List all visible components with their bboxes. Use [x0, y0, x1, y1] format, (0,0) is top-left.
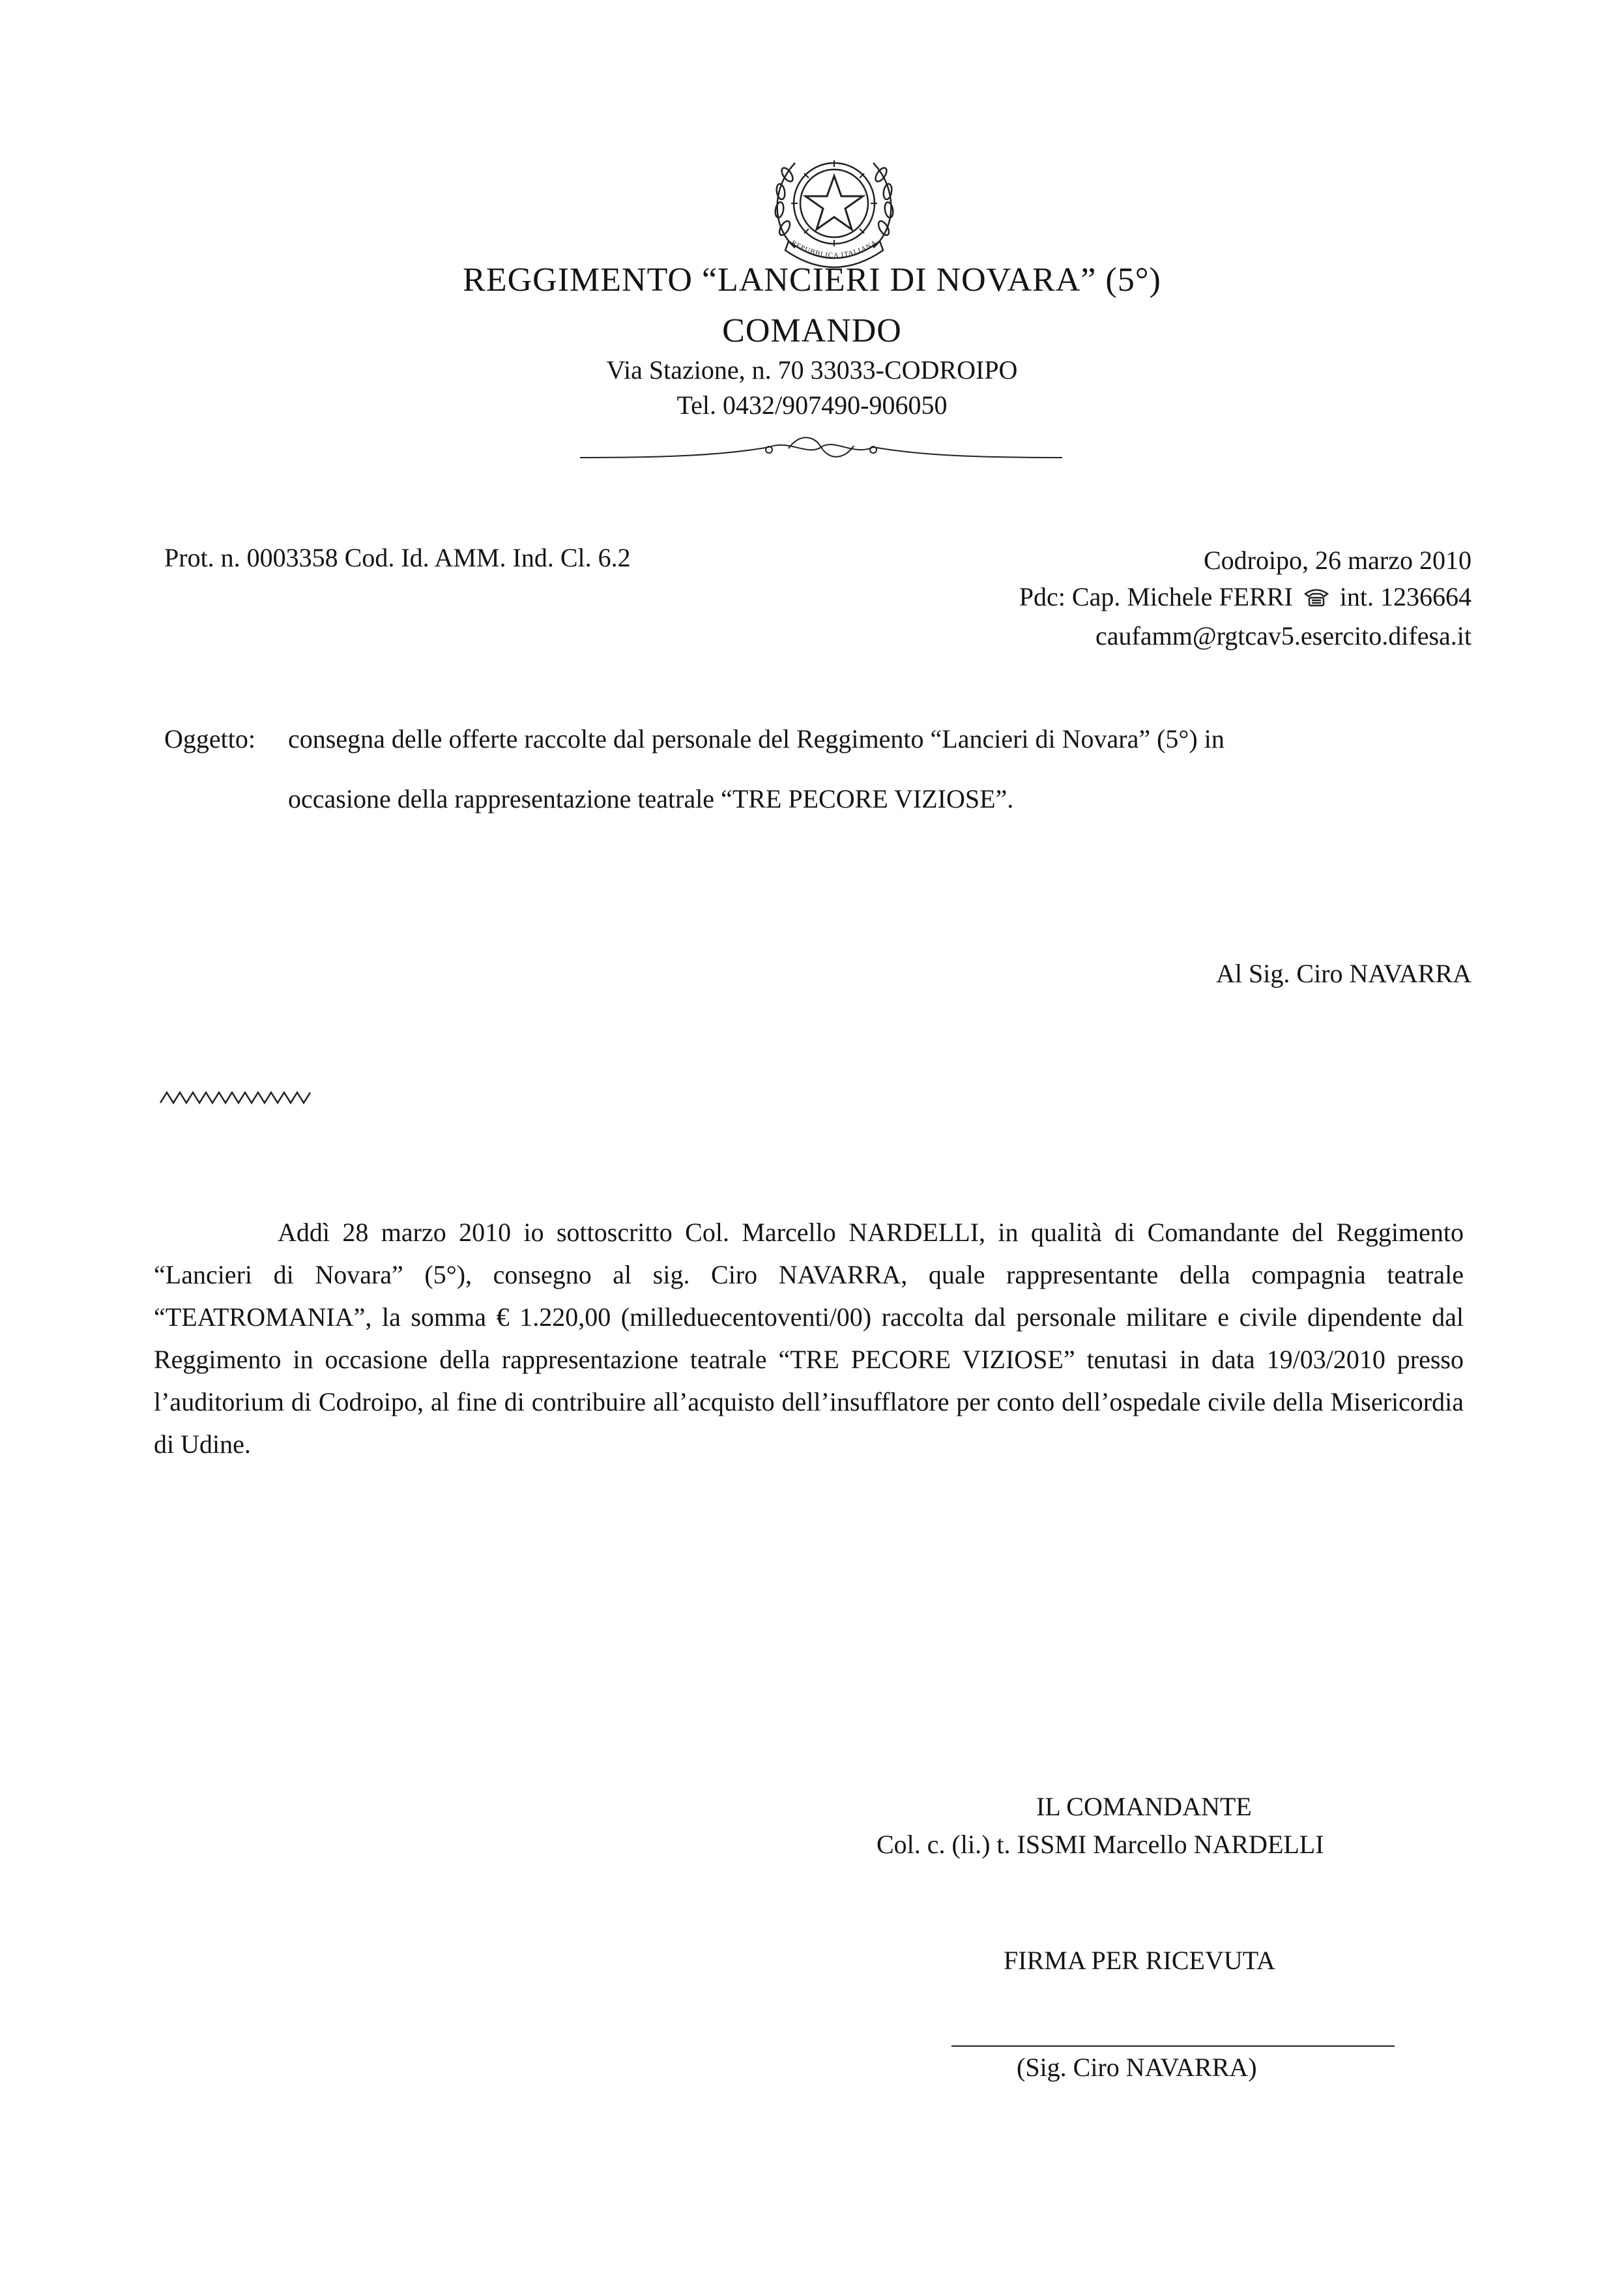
receipt-name: (Sig. Ciro NAVARRA)	[1017, 2053, 1257, 2082]
place-date: Codroipo, 26 marzo 2010	[1203, 546, 1472, 575]
point-of-contact	[1019, 581, 1472, 612]
commander-name: Col. c. (li.) t. ISSMI Marcello NARDELLI	[877, 1830, 1324, 1859]
address: Via Stazione, n. 70 33033-CODROIPO	[606, 355, 1018, 385]
signature-line	[951, 2045, 1395, 2047]
pdc-name: Pdc: Cap. Michele FERRI	[1019, 582, 1293, 611]
office-name: COMANDO	[722, 312, 902, 349]
receipt-label: FIRMA PER RICEVUTA	[1004, 1946, 1275, 1975]
subject-line-2: occasione della rappresentazione teatrale “TRE PECORE VIZIOSE”.	[288, 784, 1014, 813]
unit-name: REGGIMENTO “LANCIERI DI NOVARA” (5°)	[463, 261, 1161, 299]
telephone-icon	[1303, 586, 1329, 607]
phone-number: Tel. 0432/907490-906050	[676, 390, 948, 420]
subject-line-1: consegna delle offerte raccolte dal personale del Reggimento “Lancieri di Novara” (5°) in	[288, 724, 1225, 754]
flourish-divider-icon	[573, 430, 1069, 469]
protocol-number: Prot. n. 0003358 Cod. Id. AMM. Ind. Cl. 6.2	[164, 543, 631, 572]
recipient: Al Sig. Ciro NAVARRA	[1216, 959, 1472, 988]
commander-title: IL COMANDANTE	[1036, 1792, 1252, 1821]
wavy-separator-icon	[159, 1089, 315, 1105]
subject-label: Oggetto:	[164, 724, 255, 754]
pdc-extension: int. 1236664	[1339, 582, 1472, 611]
emblem-ribbon-text: REPUBBLICA ITALIANA	[789, 239, 879, 260]
body-paragraph: Addì 28 marzo 2010 io sottoscritto Col. Marcello NARDELLI, in qualità di Comandante del Reggimento “Lancieri di Novara” (5°), consegno al sig. Ciro NAVARRA, quale rappresentante della compagnia teatrale “TEATROMANIA”, la somma € 1.220,00 (milleduecentoventi/00) raccolta dal personale militare e civile dipendente dal Reggimento in occasione della rappresentazione teatrale “TRE PECORE VIZIOSE” tenutasi in data 19/03/2010 presso l’auditorium di Codroipo, al fine di contribuire all’acquisto dell’insufflatore per conto dell’ospedale civile della Misericordia di Udine.	[154, 1218, 1464, 1459]
contact-email: caufamm@rgtcav5.esercito.difesa.it	[1095, 621, 1472, 651]
